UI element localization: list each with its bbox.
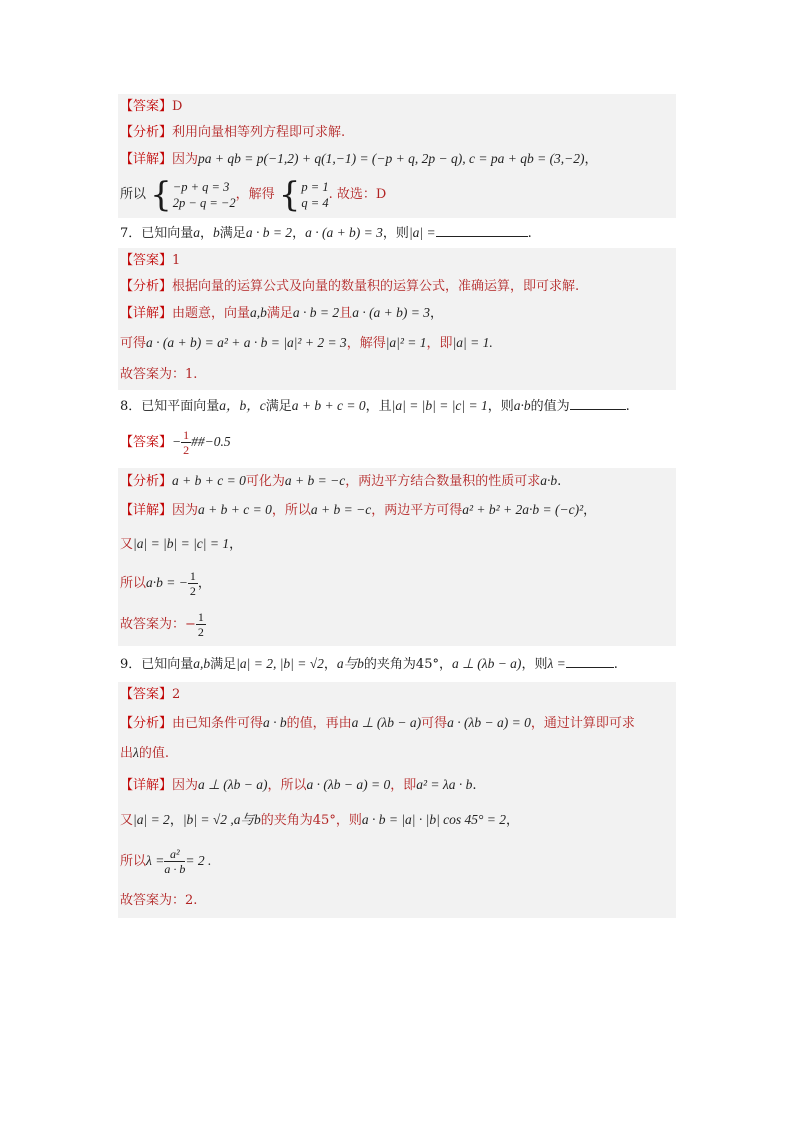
detail-line — [118, 146, 676, 172]
fraction-numerator: 1 — [189, 569, 196, 583]
detail-punct: ， — [430, 306, 444, 321]
detail-text: 所以 — [120, 187, 147, 202]
condition-math: a · b = 2 — [245, 225, 293, 240]
question-9 — [118, 646, 676, 682]
system-row: −p + q = 3 — [172, 179, 230, 194]
answer-blank — [436, 222, 528, 237]
analysis-tag: 【分析】 — [120, 474, 173, 489]
analysis-tag: 【分析】 — [120, 716, 173, 731]
detail-punct: ， — [506, 813, 520, 828]
detail-line — [118, 768, 676, 802]
question-stem — [118, 646, 676, 682]
detail-punct: ， — [169, 813, 183, 828]
stem-text: ， — [323, 657, 337, 672]
analysis-punct: . — [557, 474, 562, 489]
detail-math: a · (a + b) = a² + a · b = |a|² + 2 = 3 — [146, 335, 347, 350]
answer-line — [118, 94, 676, 120]
detail-math: a · (λb − a) = 0 — [306, 777, 391, 792]
analysis-text: 根据向量的运算公式及向量的数量积的运算公式，准确运算，即可求解. — [172, 279, 580, 294]
detail-text: ，即 — [390, 778, 417, 793]
analysis-text: 的值，再由 — [286, 716, 352, 731]
fraction-denominator: a · b — [164, 862, 186, 876]
answer-blank — [566, 653, 614, 668]
detail-math: a·b = − — [146, 575, 188, 590]
analysis-text: 利用向量相等列方程即可求解. — [172, 125, 346, 140]
system-row: p = 1 — [301, 179, 329, 194]
question-stem — [118, 390, 676, 422]
solution-system: { p = 1 q = 4 — [278, 174, 329, 215]
answer-fraction — [181, 428, 191, 457]
detail-text: 又 — [120, 813, 134, 828]
analysis-math: a + b + c = 0 — [172, 473, 246, 488]
vector-a: a — [193, 225, 201, 240]
detail-text: 所以 — [120, 854, 147, 869]
detail-text: ，即 — [426, 336, 453, 351]
stem-text: ，则 — [521, 657, 548, 672]
analysis-tag: 【分析】 — [120, 125, 173, 140]
detail-system-line — [118, 172, 676, 218]
fill-answer: 故答案为：1. — [120, 367, 198, 382]
detail-math: |a| = 1. — [452, 335, 493, 350]
fill-answer-line — [118, 360, 676, 390]
analysis-math: a·b — [540, 473, 558, 488]
analysis-tag: 【分析】 — [120, 279, 173, 294]
answer-value: D — [172, 99, 183, 114]
detail-fraction — [164, 847, 185, 876]
detail-math: a² + b² + 2a·b = (−c)² — [462, 502, 584, 517]
detail-tag: 【详解】 — [120, 778, 173, 793]
detail-text: 可得 — [120, 336, 147, 351]
detail-punct: ， — [583, 503, 597, 518]
target-math: |a| = — [408, 225, 436, 240]
fill-answer: 故答案为：− — [120, 617, 196, 632]
answer-value: 2 — [172, 687, 181, 702]
solution-block-7 — [118, 248, 676, 390]
equation-system: { −p + q = 3 2p − q = −2 — [150, 174, 236, 215]
detail-math: |a| = |b| = |c| = 1 — [133, 536, 230, 551]
detail-text: ，解得 — [346, 336, 386, 351]
stem-text: 8．已知平面向量 — [120, 399, 220, 414]
fill-answer-line — [118, 604, 676, 646]
stem-text: . — [527, 226, 532, 241]
detail-text: 因为 — [172, 503, 199, 518]
detail-text: 因为 — [172, 152, 199, 167]
detail-math: a,b — [250, 305, 267, 320]
target-math: a·b — [513, 398, 531, 413]
system-row: q = 4 — [301, 195, 329, 210]
stem-text: 的值为 — [530, 399, 570, 414]
detail-text: 因为 — [172, 778, 199, 793]
answer-line — [118, 248, 676, 274]
system-row: 2p − q = −2 — [172, 195, 236, 210]
analysis-math: a ⊥ (λb − a) — [351, 715, 422, 730]
analysis-line-cont — [118, 738, 676, 768]
detail-text: 又 — [120, 537, 134, 552]
fraction-denominator: 2 — [183, 443, 190, 457]
analysis-math: a · b — [263, 715, 287, 730]
detail-math: λ = — [146, 853, 165, 868]
stem-text: 满足 — [219, 226, 246, 241]
analysis-math: a + b = −c — [284, 473, 346, 488]
question-7 — [118, 218, 676, 248]
analysis-line — [118, 274, 676, 300]
analysis-text: 可化为 — [245, 474, 285, 489]
detail-tag: 【详解】 — [120, 152, 173, 167]
analysis-math: λ — [133, 745, 139, 760]
fraction-numerator: 1 — [183, 428, 190, 442]
answer-tag: 【答案】 — [120, 687, 173, 702]
detail-tag: 【详解】 — [120, 503, 173, 518]
stem-text: ， — [200, 226, 214, 241]
stem-text: 满足 — [265, 399, 292, 414]
stem-text: ，且 — [365, 399, 392, 414]
vector-b: b — [213, 225, 220, 240]
target-math: λ = — [547, 656, 566, 671]
detail-math: a · b = |a| · |b| cos 45° = 2 — [361, 812, 507, 827]
document-page — [118, 94, 676, 918]
fill-fraction — [196, 610, 206, 639]
answer-tag: 【答案】 — [120, 99, 173, 114]
condition-math: a ⊥ (λb − a) — [451, 656, 522, 671]
condition-math: a与b — [336, 656, 364, 671]
stem-text: ，则 — [382, 226, 409, 241]
analysis-line — [118, 708, 676, 738]
detail-math: |a|² = 1 — [385, 335, 427, 350]
condition-math: a + b + c = 0 — [291, 398, 366, 413]
answer-alt: ##−0.5 — [191, 434, 231, 449]
detail-line — [118, 802, 676, 838]
stem-text: . — [625, 399, 630, 414]
detail-text: 满足 — [266, 306, 293, 321]
analysis-math: a · (λb − a) = 0 — [447, 715, 531, 730]
detail-punct: ， — [197, 576, 211, 591]
detail-fraction — [188, 569, 198, 598]
question-8 — [118, 390, 676, 422]
detail-text: 所以 — [120, 576, 147, 591]
detail-text: ，所以 — [267, 778, 307, 793]
stem-text: 7．已知向量 — [120, 226, 194, 241]
vector-list: a，b，c — [219, 398, 266, 413]
detail-line — [118, 494, 676, 526]
detail-text: ，所以 — [271, 503, 311, 518]
detail-math: a + b = −c — [310, 502, 372, 517]
detail-line — [118, 526, 676, 562]
answer-tag: 【答案】 — [120, 435, 173, 450]
detail-punct: ， — [584, 152, 598, 167]
question-stem — [118, 218, 676, 248]
analysis-text: 由已知条件可得 — [172, 716, 264, 731]
detail-math: a与b — [233, 812, 261, 827]
detail-punct: ， — [229, 537, 243, 552]
detail-text: 由题意，向量 — [172, 306, 251, 321]
analysis-text: ，两边平方结合数量积的性质可求 — [345, 474, 541, 489]
analysis-text: 出 — [120, 746, 134, 761]
stem-text: 9．已知向量 — [120, 657, 194, 672]
solution-block-8 — [118, 468, 676, 646]
stem-text: 的夹角为45°， — [363, 657, 452, 672]
detail-text: 且 — [339, 306, 353, 321]
detail-text: ，两边平方可得 — [371, 503, 463, 518]
detail-math: a · (a + b) = 3 — [352, 305, 431, 320]
condition-math: |a| = |b| = |c| = 1 — [391, 398, 488, 413]
analysis-line — [118, 468, 676, 494]
solution-block-6 — [118, 94, 676, 218]
fraction-numerator: 1 — [197, 610, 204, 624]
analysis-text: 可得 — [421, 716, 448, 731]
answer-block-8 — [118, 422, 676, 462]
detail-line — [118, 326, 676, 360]
detail-line — [118, 562, 676, 604]
answer-line — [118, 682, 676, 708]
stem-text: 满足 — [210, 657, 237, 672]
answer-tag: 【答案】 — [120, 253, 173, 268]
detail-math: pa + qb = p(−1,2) + q(1,−1) = (−p + q, 2p − q), c = pa + qb = (3,−2) — [198, 151, 585, 166]
detail-math: a² = λa · b — [416, 777, 473, 792]
detail-tag: 【详解】 — [120, 306, 173, 321]
detail-math: |a| = 2 — [133, 812, 170, 827]
fill-answer: 故答案为：2. — [120, 893, 198, 908]
fraction-denominator: 2 — [189, 584, 196, 598]
stem-text: . — [613, 657, 618, 672]
condition-math: |a| = 2, |b| = √2 — [236, 656, 324, 671]
detail-math: |b| = √2 , — [182, 812, 234, 827]
analysis-text: ，通过计算即可求 — [530, 716, 635, 731]
answer-value: 1 — [172, 253, 181, 268]
stem-text: ， — [292, 226, 306, 241]
fill-answer-line — [118, 884, 676, 918]
answer-line — [118, 422, 676, 462]
detail-text: ，解得 — [235, 187, 275, 202]
detail-math: a ⊥ (λb − a) — [198, 777, 268, 792]
solution-block-9 — [118, 682, 676, 918]
answer-blank — [570, 395, 626, 410]
analysis-text: 的值. — [138, 746, 170, 761]
fraction-denominator: 2 — [197, 625, 204, 639]
analysis-line — [118, 120, 676, 146]
condition-math: a · (a + b) = 3 — [305, 225, 383, 240]
detail-text: 的夹角为45°，则 — [260, 813, 362, 828]
stem-text: ，则 — [487, 399, 514, 414]
detail-line — [118, 300, 676, 326]
detail-math: = 2 . — [185, 853, 212, 868]
detail-math: a + b + c = 0 — [198, 502, 272, 517]
detail-math: a · b = 2 — [292, 305, 340, 320]
answer-sign: − — [172, 434, 182, 449]
fraction-numerator: a² — [164, 847, 185, 862]
detail-text: . 故选：D — [328, 187, 387, 202]
detail-line — [118, 838, 676, 884]
vector-list: a,b — [193, 656, 211, 671]
detail-punct: . — [472, 778, 477, 793]
